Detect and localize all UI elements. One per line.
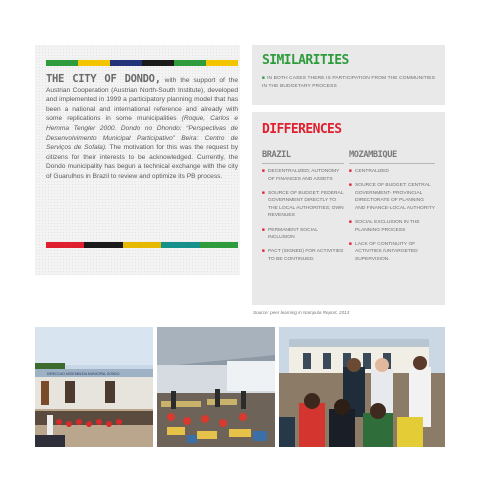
intro-text [46, 75, 238, 182]
list-item-text: SOCIAL EXCLUSION IN THE PLANNING PROCESS [355, 219, 420, 233]
brazil-header: BRAZIL [262, 150, 344, 164]
bullet-icon: ■ [262, 227, 265, 233]
stripe-segment [46, 60, 78, 66]
city-title: THE CITY OF DONDO, [46, 73, 161, 85]
intro-text-1: with the support of the Austrian Cooperation (Austrian North-South Institute), developed and implemented in 1999 a participatory planning model that has been a national and international reference and already with some replications in some municipalities [46, 77, 239, 123]
bullet-icon: ■ [262, 169, 265, 174]
color-stripe-top [46, 60, 238, 66]
bullet-icon: ■ [262, 190, 265, 196]
list-item-text: PACT (SIGNED) FOR ACTIVITIES TO BE CONTINUED. [268, 249, 344, 262]
similarities-item [262, 75, 437, 91]
stripe-segment [161, 242, 199, 248]
list-item-text: DECENTRALIZED; AUTONOMY OF FINANCES AND ASSETS [268, 169, 340, 182]
bullet-icon: ■ [349, 183, 352, 189]
stripe-segment [123, 242, 161, 248]
color-stripe-bottom [46, 242, 238, 248]
stripe-segment [110, 60, 142, 66]
mozambique-header: MOZAMBIQUE [349, 150, 435, 164]
bullet-icon: ■ [349, 241, 352, 247]
stripe-segment [206, 60, 238, 66]
list-item-text: CENTRALIZED [355, 169, 389, 174]
brazil-list [262, 168, 344, 270]
differences-box [252, 112, 445, 305]
list-item [349, 219, 435, 234]
intro-text-2: The motivation for this was the request by citizens for their interests to be acknowledged. Currently, the Dondo municipality has begun a technical exchange with the city of Guarulhos in Brazil to review and optimize its PB process. [46, 144, 238, 180]
bullet-icon: ■ [349, 169, 352, 174]
list-item [349, 168, 435, 176]
list-item [349, 241, 435, 264]
list-item [262, 168, 344, 183]
bullet-icon: ■ [262, 76, 266, 81]
list-item [262, 190, 344, 220]
list-item-text: SOURCE OF BUDGET: CENTRAL GOVERNMENT- PROVINCIAL DIRECTORATE OF PLANNING AND FINANCE-LOCAL AUTHORITY [355, 183, 435, 211]
stripe-segment [200, 242, 238, 248]
list-item-text: SOURCE OF BUDGET: FEDERAL GOVERNMENT DIRECTLY TO THE LOCAL AUTHORITIES; OWN REVENUES [268, 190, 344, 219]
source-note: Source: peer learning in Nampula Report, 2013 [253, 310, 350, 315]
list-item-text: LACK OF CONTINUITY OF ACTIVITIES /UNTARGETED SUPERVISION. [355, 241, 418, 262]
intro-citation: (Roque, Carlos e Hemma Tengler 2000. Dondo no Dhondo: “Perspectivas de Desenvolvimento Municipal Participativo” Beira: Centro de Serviços de Sofala). [46, 115, 238, 152]
stripe-segment [46, 242, 84, 248]
similarities-title: SIMILARITIES [262, 53, 349, 68]
stripe-segment [78, 60, 110, 66]
differences-title: DIFFERENCES [262, 122, 342, 137]
bullet-icon: ■ [349, 219, 352, 225]
stripe-segment [142, 60, 174, 66]
photo-market-hall [157, 327, 275, 447]
building-sign: DIRECCAO ASSEMBLEIA MUNICIPAL DONDO [47, 372, 120, 376]
photo-community-meeting [279, 327, 445, 447]
photo-municipal-building [35, 327, 153, 447]
stripe-segment [84, 242, 122, 248]
stripe-segment [174, 60, 206, 66]
mozambique-list [349, 168, 435, 270]
list-item [262, 248, 344, 263]
list-item [262, 227, 344, 242]
similarities-item-text: IN BOTH CASES THERE IS PARTICIPATION FROM THE COMMUNITIES IN THE BUDGETARY PROCESS [262, 76, 435, 89]
similarities-box [252, 45, 445, 105]
list-item [349, 182, 435, 212]
bullet-icon: ■ [262, 249, 265, 255]
list-item-text: PERMANENT SOCIAL INCLUSION [268, 227, 318, 241]
